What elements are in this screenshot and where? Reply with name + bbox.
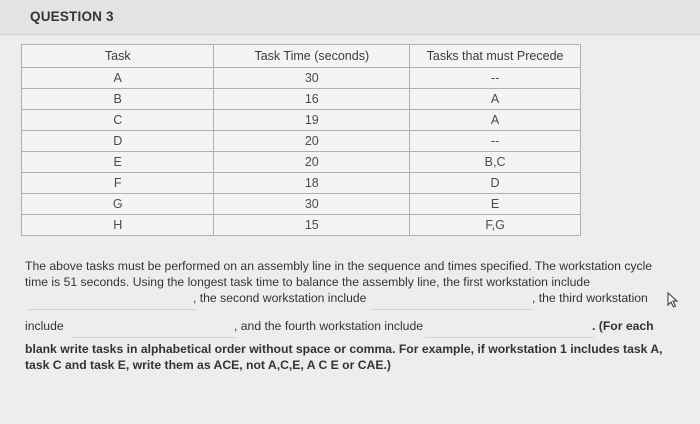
header-task: Task xyxy=(22,45,214,68)
include-label: include xyxy=(25,319,64,333)
cell-time: 15 xyxy=(214,215,410,236)
question-title: QUESTION 3 xyxy=(30,9,114,24)
question-intro: The above tasks must be performed on an assembly line in the sequence and times specified. The workstation cycle time is 51 seconds. Using the longest task time to balance the assembly line, the first workstation include xyxy=(25,259,653,289)
cell-task: B xyxy=(22,89,214,110)
table-header-row xyxy=(22,45,581,68)
cell-task: A xyxy=(22,68,214,89)
third-workstation-label: , the third workstation xyxy=(532,291,648,305)
cell-precede: -- xyxy=(410,68,581,89)
table-row xyxy=(22,173,581,194)
cell-precede: E xyxy=(410,194,581,215)
cell-time: 30 xyxy=(214,194,410,215)
cell-precede: B,C xyxy=(410,152,581,173)
table-row xyxy=(22,68,581,89)
second-workstation-label: , the second workstation include xyxy=(193,291,367,305)
answer-blank-ws1[interactable] xyxy=(27,291,196,310)
cell-time: 20 xyxy=(214,152,410,173)
table-row xyxy=(22,110,581,131)
cell-task: F xyxy=(22,173,214,194)
header-precede: Tasks that must Precede xyxy=(410,45,581,68)
cell-task: E xyxy=(22,152,214,173)
cell-precede: -- xyxy=(410,131,581,152)
task-table xyxy=(21,44,581,236)
cell-task: H xyxy=(22,215,214,236)
table-row xyxy=(22,194,581,215)
cell-task: D xyxy=(22,131,214,152)
question-header xyxy=(0,0,700,35)
fourth-workstation-label: , and the fourth workstation include xyxy=(234,319,424,333)
cell-precede: A xyxy=(410,110,581,131)
cell-time: 18 xyxy=(214,173,410,194)
cell-precede: D xyxy=(410,173,581,194)
cell-time: 30 xyxy=(214,68,410,89)
cell-time: 16 xyxy=(214,89,410,110)
table-row xyxy=(22,152,581,173)
cell-time: 20 xyxy=(214,131,410,152)
cell-task: G xyxy=(22,194,214,215)
header-task-time: Task Time (seconds) xyxy=(214,45,410,68)
mouse-cursor-icon xyxy=(666,292,680,308)
table-row xyxy=(22,89,581,110)
answer-blank-ws4[interactable] xyxy=(425,319,594,338)
table-row xyxy=(22,215,581,236)
table-row xyxy=(22,131,581,152)
cell-time: 19 xyxy=(214,110,410,131)
for-each-label: . (For each xyxy=(592,319,654,333)
cell-precede: F,G xyxy=(410,215,581,236)
cell-task: C xyxy=(22,110,214,131)
answer-instructions: blank write tasks in alphabetical order without space or comma. For example, if workstation 1 includes task A, task C and task E, write them as ACE, not A,C,E, A C E or CAE.) xyxy=(25,342,663,372)
answer-blank-ws3[interactable] xyxy=(72,319,236,338)
answer-blank-ws2[interactable] xyxy=(370,291,534,310)
cell-precede: A xyxy=(410,89,581,110)
